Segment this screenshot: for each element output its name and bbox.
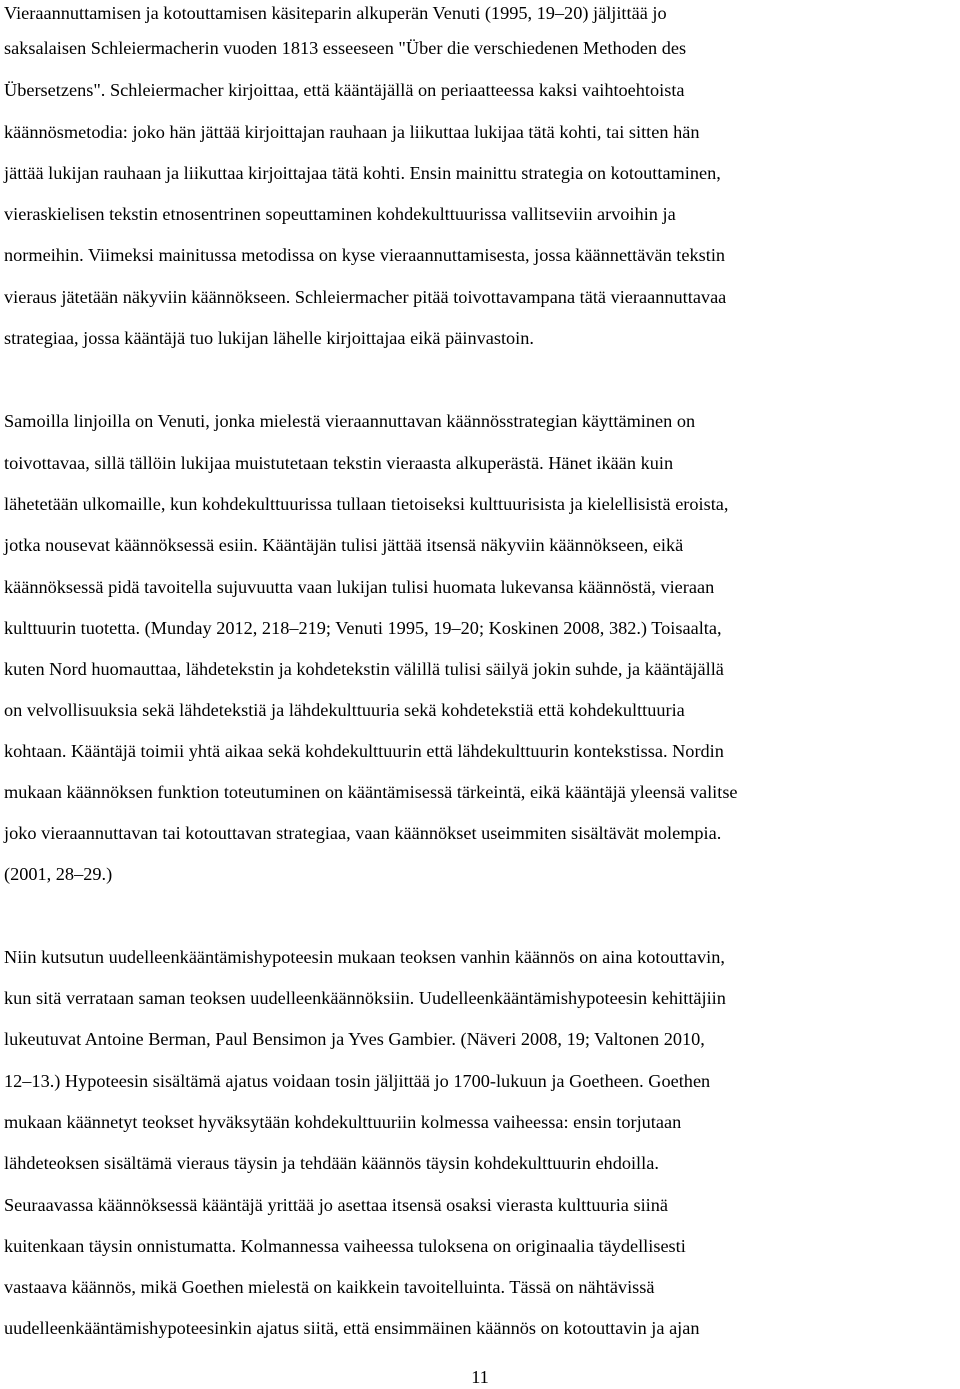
- text-line: käännösmetodia: joko hän jättää kirjoittajan rauhaan ja liikuttaa lukijaa tätä kohti, tai sitten hän: [4, 122, 700, 142]
- text-line: strategiaa, jossa kääntäjä tuo lukijan lähelle kirjoittajaa eikä päinvastoin.: [4, 328, 534, 348]
- text-line: lähetetään ulkomaille, kun kohdekulttuurissa tullaan tietoiseksi kulttuurisista ja kielellisistä eroista,: [4, 494, 729, 514]
- text-line: kohtaan. Kääntäjä toimii yhtä aikaa sekä kohdekulttuurin että lähdekulttuurin kontekstissa. Nordin: [4, 741, 724, 761]
- text-line: vieraskielisen tekstin etnosentrinen sopeuttaminen kohdekulttuurissa vallitseviin arvoihin ja: [4, 204, 676, 224]
- text-line: Übersetzens". Schleiermacher kirjoittaa, että kääntäjällä on periaatteessa kaksi vaihtoehtoista: [4, 80, 685, 100]
- text-line: normeihin. Viimeksi mainitussa metodissa on kyse vieraannuttamisesta, jossa käännettävän tekstin: [4, 245, 726, 265]
- text-line: vieraus jätetään näkyviin käännökseen. Schleiermacher pitää toivottavampana tätä vieraannuttavaa: [4, 287, 727, 307]
- text-line: (2001, 28–29.): [4, 864, 113, 884]
- text-line: lukeutuvat Antoine Berman, Paul Bensimon ja Yves Gambier. (Näveri 2008, 19; Valtonen 2010,: [4, 1029, 705, 1049]
- text-line: mukaan käännetyt teokset hyväksytään kohdekulttuuriin kolmessa vaiheessa: ensin torjutaan: [4, 1112, 682, 1132]
- text-line: vastaava käännös, mikä Goethen mielestä on kaikkein tavoitelluinta. Tässä on nähtävissä: [4, 1277, 655, 1297]
- text-line: joko vieraannuttavan tai kotouttavan strategiaa, vaan käännökset useimmiten sisältävät molempia.: [4, 823, 722, 843]
- text-line: toivottavaa, sillä tällöin lukijaa muistutetaan tekstin vieraasta alkuperästä. Hänet ikään kuin: [4, 453, 674, 473]
- text-line: Seuraavassa käännöksessä kääntäjä yrittää jo asettaa itsensä osaksi vierasta kulttuuria siinä: [4, 1195, 668, 1215]
- page-number: 11: [471, 1367, 489, 1387]
- text-line: Samoilla linjoilla on Venuti, jonka mielestä vieraannuttavan käännösstrategian käyttäminen on: [4, 411, 696, 431]
- text-line: kuten Nord huomauttaa, lähdetekstin ja kohdetekstin välillä tulisi säilyä jokin suhde, ja kääntäjällä: [4, 659, 724, 679]
- text-line: lähdeteoksen sisältämä vieraus täysin ja tehdään käännös täysin kohdekulttuurin ehdoilla.: [4, 1153, 659, 1173]
- text-line: on velvollisuuksia sekä lähdetekstiä ja lähdekulttuuria sekä kohdetekstiä että kohdekulttuuria: [4, 700, 685, 720]
- text-line: kuitenkaan täysin onnistumatta. Kolmannessa vaiheessa tuloksena on originaalia täydellisesti: [4, 1236, 686, 1256]
- text-line: uudelleenkääntämishypoteesinkin ajatus siitä, että ensimmäinen käännös on kotouttavin ja ajan: [4, 1318, 700, 1338]
- text-line: 12–13.) Hypoteesin sisältämä ajatus voidaan tosin jäljittää jo 1700-lukuun ja Goetheen. Goethen: [4, 1071, 711, 1091]
- text-line: mukaan käännöksen funktion toteutuminen on kääntämisessä tärkeintä, eikä kääntäjä yleensä valitse: [4, 782, 738, 802]
- text-line: kulttuurin tuotetta. (Munday 2012, 218–219; Venuti 1995, 19–20; Koskinen 2008, 382.) Toisaalta,: [4, 618, 722, 638]
- text-line: saksalaisen Schleiermacherin vuoden 1813 esseeseen "Über die verschiedenen Methoden des: [4, 38, 687, 58]
- text-line: jättää lukijan rauhaan ja liikuttaa kirjoittajaa tätä kohti. Ensin mainittu strategia on kotouttaminen,: [4, 163, 721, 183]
- text-line: kun sitä verrataan saman teoksen uudelleenkäännöksiin. Uudelleenkääntämishypoteesin kehittäjiin: [4, 988, 726, 1008]
- text-line: Niin kutsutun uudelleenkääntämishypoteesin mukaan teoksen vanhin käännös on aina kotouttavin,: [4, 947, 725, 967]
- text-line: jotka nousevat käännöksessä esiin. Kääntäjän tulisi jättää itsensä näkyviin käännökseen, eikä: [4, 535, 684, 555]
- text-line: Vieraannuttamisen ja kotouttamisen käsiteparin alkuperän Venuti (1995, 19–20) jäljittää jo: [4, 3, 667, 23]
- text-line: käännöksessä pidä tavoitella sujuvuutta vaan lukijan tulisi huomata lukevansa käännöstä, vieraan: [4, 577, 715, 597]
